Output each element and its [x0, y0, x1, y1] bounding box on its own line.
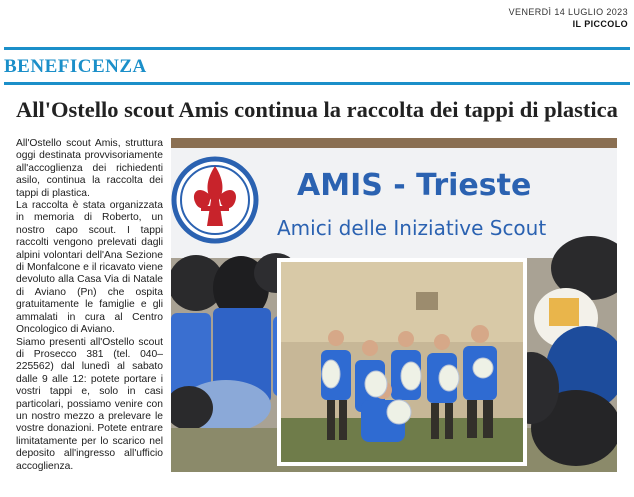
- article-headline: All'Ostello scout Amis continua la raccolta dei tappi di plastica: [16, 97, 618, 122]
- section-label: BENEFICENZA: [4, 56, 147, 77]
- masthead: [509, 6, 628, 30]
- newspaper-name: IL PICCOLO: [572, 19, 628, 29]
- body-paragraph: Siamo presenti all'Ostello scout di Prosecco 381 (tel. 040–225562) dal lunedì al sabato dalle 9 alle 12: potete portare i vostri tappi e, solo in casi particolari, possiamo venire con un nostro mezzo a prelevare le vostre donazioni. Potete entrare limitatamente per lo scarico nel deposito all'ingresso all'ufficio accoglienza.: [16, 336, 163, 472]
- group-photo-inset: [277, 258, 527, 466]
- banner-title: AMIS - Trieste: [297, 168, 532, 203]
- scout-emblem-icon: [174, 159, 256, 241]
- top-rule: [4, 47, 630, 50]
- body-paragraph: La raccolta è stata organizzata in memoria di Roberto, un nostro capo scout. I tappi raccolti vengono prelevati dagli alpini volontari dell'Ana Sezione di Monfalcone e il ricavato viene devoluto alla Casa Via di Natale di Aviano (Pn) che ospita gratuitamente le famiglie e gli ammalati in cura al Centro Oncologico di Aviano.: [16, 200, 163, 336]
- article-photo: [171, 138, 617, 472]
- section-rule: [4, 82, 630, 85]
- banner-subtitle: Amici delle Iniziative Scout: [277, 216, 547, 240]
- issue-date: VENERDÌ 14 LUGLIO 2023: [508, 7, 628, 17]
- body-paragraph: All'Ostello scout Amis, struttura oggi destinata provvisoriamente all'accoglienza dei richiedenti asilo, continua la raccolta dei tappi di plastica.: [16, 138, 163, 199]
- article-body: [16, 138, 163, 473]
